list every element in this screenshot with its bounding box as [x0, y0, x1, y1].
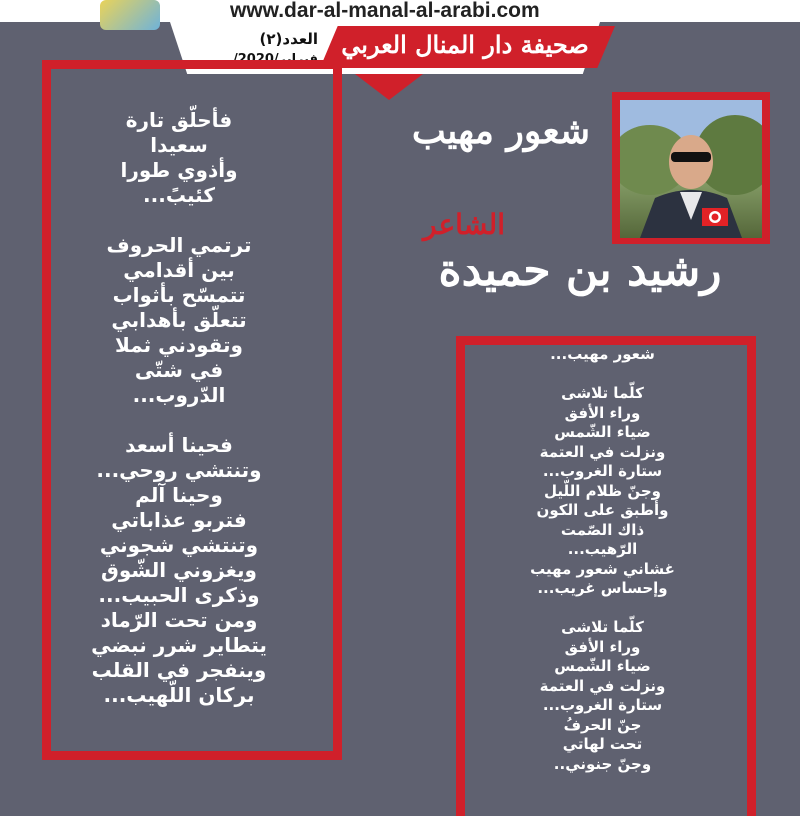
- poem-line: وجنّ جنوني..: [553, 754, 652, 773]
- poem-line: تتمسّح بأثواب: [112, 283, 246, 307]
- poem-line: فتربو عذاباتي: [111, 508, 247, 532]
- poem-line: وتنتشي شجوني: [99, 533, 259, 557]
- poem-line: ضياء الشّمس: [554, 657, 651, 675]
- banner-pointer: [355, 74, 423, 100]
- poet-name: رشيد بن حميدة: [438, 245, 722, 296]
- poem-line: تحت لهاتي: [562, 735, 643, 753]
- poem-line: يتطاير شرر نبضي: [91, 633, 267, 657]
- poem-left-column: [55, 108, 303, 708]
- poem-line: ذاك الصّمت: [560, 520, 645, 539]
- site-logo[interactable]: [100, 0, 160, 30]
- poem-line: وتقودني ثملا: [115, 333, 243, 357]
- poem-line: غشاني شعور مهيب: [530, 559, 675, 578]
- poem-line: ونزلت في العتمة: [539, 676, 666, 695]
- poem-line: ضياء الشّمس: [554, 423, 651, 441]
- poem-line: وتنتشي روحي...: [96, 458, 262, 482]
- poem-line: ومن تحت الرّماد: [100, 608, 258, 632]
- poem-line: وراء الأفق: [564, 403, 641, 422]
- poem-line: [55, 208, 303, 233]
- poem-line: وراء الأفق: [564, 637, 641, 656]
- website-url[interactable]: www.dar-al-manal-al-arabi.com: [230, 0, 540, 22]
- poem-line: [55, 408, 303, 433]
- poem-line: ترتمي الحروف: [106, 233, 252, 257]
- poem-line: بركان اللّهيب...: [103, 683, 255, 707]
- poem-line: وذكرى الحبيب...: [98, 583, 260, 607]
- poem-line: وجنّ ظلام اللّيل: [544, 481, 661, 500]
- newspaper-name: صحيفة دار المنال العربي: [341, 30, 589, 59]
- poem-title: شعور مهيب: [411, 110, 590, 152]
- poem-line: ستارة الغروب...: [542, 462, 663, 480]
- poem-line: تتعلّق بأهدابي: [111, 308, 247, 332]
- poem-right-column: [470, 345, 735, 774]
- poem-line: وينفجر في القلب: [91, 658, 267, 682]
- poem-line: وأطبق على الكون: [536, 501, 669, 519]
- poem-line: في شتّى: [134, 358, 224, 382]
- poem-line: كلّما تلاشى: [561, 384, 644, 402]
- poem-line: [470, 599, 735, 619]
- poem-line: كئيبً...: [143, 183, 215, 207]
- poem-line: وإحساس غريب...: [537, 579, 668, 597]
- poem-line: سعيدا: [150, 133, 208, 157]
- poem-line: ستارة الغروب...: [542, 696, 663, 714]
- poem-line: ويغزوني الشّوق: [101, 558, 257, 582]
- poem-line: ونزلت في العتمة: [539, 442, 666, 461]
- poem-line: فحينا أسعد: [125, 433, 233, 457]
- poem-line: فأحلّق تارة: [125, 108, 233, 132]
- poem-line: وأذوي طورا: [120, 158, 238, 182]
- poem-line: الدّروب...: [132, 383, 226, 407]
- poem-line: [470, 365, 735, 385]
- poem-line: شعور مهيب...: [550, 345, 655, 363]
- poem-line: الرّهيب...: [567, 540, 638, 558]
- poet-portrait-illustration: [620, 100, 762, 238]
- poet-label: الشاعر: [423, 208, 505, 241]
- poet-photo: [620, 100, 762, 238]
- poem-line: وحينا آلم: [135, 483, 223, 507]
- issue-number: العدد(٢): [259, 30, 318, 48]
- poem-line: كلّما تلاشى: [561, 618, 644, 636]
- poem-line: جنّ الحرفُ: [563, 715, 642, 734]
- issue-date: فبراير/2020/: [232, 52, 318, 67]
- poem-line: بين أقدامي: [123, 258, 235, 282]
